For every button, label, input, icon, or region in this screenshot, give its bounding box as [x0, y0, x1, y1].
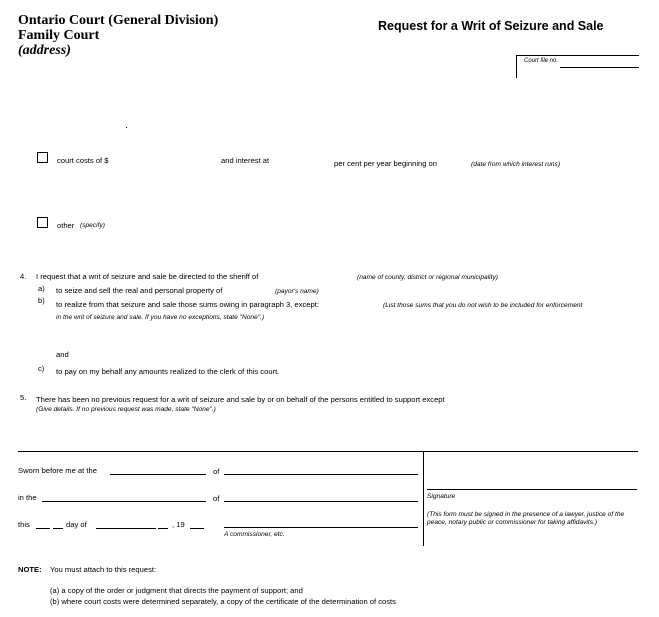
- sworn-label: Sworn before me at the: [18, 466, 97, 475]
- court-name: Ontario Court (General Division): [18, 13, 219, 28]
- note-item-b: (b) where court costs were determined separately, a copy of the certificate of the determination of costs: [50, 597, 396, 606]
- court-costs-label: court costs of $: [57, 156, 109, 165]
- interest-label: and interest at: [221, 156, 270, 165]
- per-cent-label: per cent per year beginning on: [334, 159, 438, 168]
- sworn-place-line[interactable]: [110, 474, 206, 475]
- item-4-number: 4.: [20, 272, 27, 281]
- in-the-of-label: of: [213, 494, 220, 503]
- commissioner-label: A commissioner, etc.: [224, 531, 285, 538]
- item-4b-text: to realize from that seizure and sale those sums owing in paragraph 3, except:: [56, 300, 319, 309]
- sworn-of-label: of: [213, 467, 220, 476]
- item-4a-label: a): [38, 284, 45, 293]
- other-hint: (specify): [80, 222, 105, 229]
- other-label: other: [57, 221, 75, 230]
- day-line[interactable]: [36, 528, 50, 529]
- this-label: this: [18, 520, 30, 529]
- in-the-label: in the: [18, 493, 37, 502]
- in-the-line[interactable]: [42, 501, 206, 502]
- court-file-top-rule: [516, 55, 639, 56]
- note-label: NOTE:: [18, 565, 42, 574]
- year-label: , 19: [172, 520, 185, 529]
- sworn-top-rule: [18, 451, 638, 452]
- court-costs-checkbox[interactable]: [37, 152, 48, 163]
- month-line[interactable]: [96, 528, 156, 529]
- scan-speck: [126, 127, 127, 128]
- item-4c-text: to pay on my behalf any amounts realized to the clerk of this court.: [56, 367, 280, 376]
- note-item-a: (a) a copy of the order or judgment that directs the payment of support; and: [50, 586, 303, 595]
- court-address: (address): [18, 43, 71, 58]
- item-4-hint: (name of county, district or regional municipality): [357, 274, 498, 281]
- item-4a-text: to seize and sell the real and personal property of: [56, 286, 223, 295]
- and-text: and: [56, 350, 69, 359]
- year-line[interactable]: [190, 528, 204, 529]
- other-checkbox[interactable]: [37, 217, 48, 228]
- note-text: You must attach to this request:: [50, 565, 157, 574]
- court-file-line[interactable]: [560, 67, 639, 68]
- signature-line[interactable]: [427, 489, 637, 490]
- form-title: Request for a Writ of Seizure and Sale: [378, 19, 604, 33]
- sworn-divider: [423, 451, 424, 546]
- interest-date-hint: (date from which interest runs): [471, 161, 561, 168]
- day-suffix-line[interactable]: [53, 528, 63, 529]
- month-suffix-line[interactable]: [158, 528, 168, 529]
- item-4c-label: c): [38, 364, 45, 373]
- item-4a-hint: (payor's name): [275, 288, 319, 295]
- court-file-label: Court file no.: [524, 58, 559, 64]
- item-5-text: There has been no previous request for a writ of seizure and sale by or on behalf of the persons entitled to support except: [36, 395, 445, 404]
- item-5-number: 5.: [20, 393, 27, 402]
- item-4b-hint-2: in the writ of seizure and sale. If you have no exceptions, state "None".): [56, 314, 265, 321]
- day-of-label: day of: [66, 520, 87, 529]
- in-the-of-line[interactable]: [224, 501, 418, 502]
- item-4b-label: b): [38, 296, 45, 305]
- item-4-text: I request that a writ of seizure and sale be directed to the sheriff of: [36, 272, 259, 281]
- court-branch: Family Court: [18, 28, 100, 43]
- signature-note: (This form must be signed in the presence of a lawyer, justice of the peace, notary public or commissioner for taking affidavits.): [427, 511, 625, 526]
- signature-label: Signature: [427, 493, 456, 500]
- item-4b-hint-1: (List those sums that you do not wish to be included for enforcement: [383, 302, 583, 309]
- sworn-of-line[interactable]: [224, 474, 418, 475]
- commissioner-line[interactable]: [224, 527, 418, 528]
- item-5-hint: (Give details. If no previous request was made, state "None".): [36, 406, 216, 413]
- court-file-box-side: [516, 55, 517, 78]
